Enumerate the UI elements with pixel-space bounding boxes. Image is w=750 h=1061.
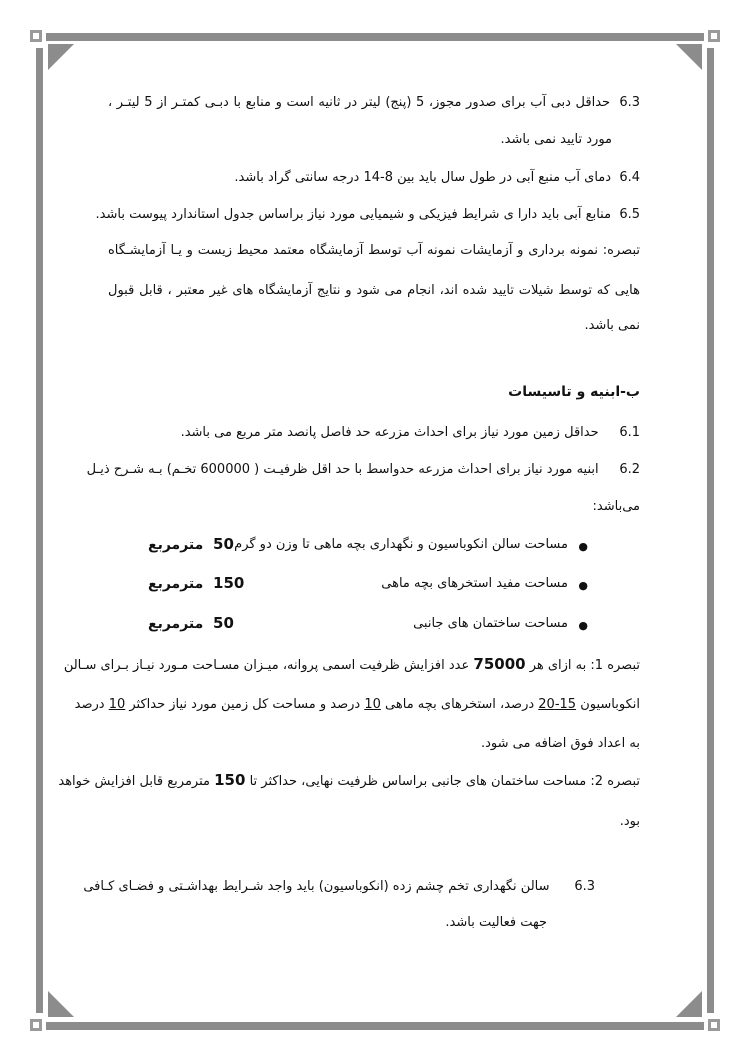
item-text: منابع آبی باید دارا ی شرایط فیزیکی و شیمیایی مورد نیاز براساس جدول استاندارد پیوست باشد. [95, 207, 612, 222]
item-6-3b-line1 [83, 878, 595, 896]
frame-corner-square [708, 1019, 720, 1031]
item-6-3-line1 [108, 94, 640, 112]
note-1-line3: نمی باشد. [584, 318, 640, 333]
item-number: 6.3 [574, 879, 595, 894]
frame-right-border [707, 48, 714, 1013]
list-item: ● مساحت سالن انکوباسیون و نگهداری بچه ماهی تا وزن دو گرم 50 مترمربع [148, 535, 588, 553]
frame-corner-triangle [676, 44, 702, 70]
list-item: ● مساحت مفید استخرهای بچه ماهی 150 مترمربع [148, 574, 588, 592]
item-6-2-line2: می‌باشد: [592, 499, 640, 514]
frame-corner-triangle [676, 991, 702, 1017]
item-number: 6.4 [619, 170, 640, 185]
frame-top-border [46, 33, 704, 41]
note-2-line1: تبصره 1: به ازای هر 75000 عدد افزایش ظرفیت اسمی پروانه، میـزان مسـاحت مـورد نیـاز بـرای سـالن [63, 655, 640, 673]
area-unit: مترمربع [148, 537, 204, 553]
bullet-icon: ● [578, 619, 588, 632]
area-unit: مترمربع [148, 576, 204, 592]
frame-corner-triangle [48, 44, 74, 70]
note-3-line2: بود. [619, 814, 640, 829]
note-1-line1: تبصره: نمونه برداری و آزمایشات نمونه آب توسط آزمایشگاه معتمد محیط زیست و یـا آزمایشـگاه [108, 243, 640, 258]
item-text: ابنیه مورد نیاز برای احداث مزرعه حدواسط با حد اقل ظرفیـت ( 600000 تخـم) بـه شـرح ذیـل [86, 462, 599, 477]
area-unit: مترمربع [148, 616, 204, 632]
frame-left-border [36, 48, 43, 1013]
area-value: 150 [213, 574, 245, 592]
note-3-line1: تبصره 2: مساحت ساختمان های جانبی براساس ظرفیت نهایی، حداکثر تا 150 مترمربع قابل افزایش خواهد [58, 771, 640, 789]
item-6-4 [108, 169, 640, 187]
note-2-line2: انکوباسیون 15-20 درصد، استخرهای بچه ماهی 10 درصد و مساحت کل زمین مورد نیاز حداکثر 10 درصد [74, 697, 640, 712]
item-number: 6.2 [619, 462, 640, 477]
frame-corner-square [30, 1019, 42, 1031]
section-title: ب-ابنیه و تاسیسات [508, 384, 640, 400]
item-text: دمای آب منبع آبی در طول سال باید بین 8-14 درجه سانتی گراد باشد. [234, 170, 612, 185]
item-number: 6.5 [619, 207, 640, 222]
note-2-line3: به اعداد فوق اضافه می شود. [481, 736, 640, 751]
item-text: سالن نگهداری تخم چشم زده (انکوباسیون) باید واجد شـرایط بهداشـتی و فضـای کـافی [83, 879, 550, 894]
area-value: 50 [213, 535, 234, 553]
item-6-1 [108, 424, 640, 442]
item-6-3-line2: مورد تایید نمی باشد. [500, 132, 612, 147]
frame-bottom-border [46, 1022, 704, 1030]
item-text: حداقل دبی آب برای صدور مجوز، 5 (پنج) لیتر در ثانیه است و منابع با دبـی کمتـر از 5 لیتـر ، [108, 95, 611, 110]
bullet-icon: ● [578, 540, 588, 553]
item-6-2-line1 [86, 461, 640, 479]
list-item: ● مساحت ساختمان های جانبی 50 مترمربع [148, 614, 588, 632]
note-1-line2: هایی که توسط شیلات تایید شده اند، انجام می شود و نتایج آزمایشگاه های غیر معتبر ، قابل قبول [108, 283, 640, 298]
item-6-3b-line2: جهت فعالیت باشد. [445, 915, 547, 930]
item-text: حداقل زمین مورد نیاز برای احداث مزرعه حد فاصل پانصد متر مربع می باشد. [180, 425, 599, 440]
item-6-5 [95, 206, 640, 224]
area-value: 50 [213, 614, 234, 632]
item-number: 6.3 [619, 95, 640, 110]
frame-corner-square [708, 30, 720, 42]
bullet-icon: ● [578, 579, 588, 592]
frame-corner-triangle [48, 991, 74, 1017]
item-number: 6.1 [619, 425, 640, 440]
frame-corner-square [30, 30, 42, 42]
